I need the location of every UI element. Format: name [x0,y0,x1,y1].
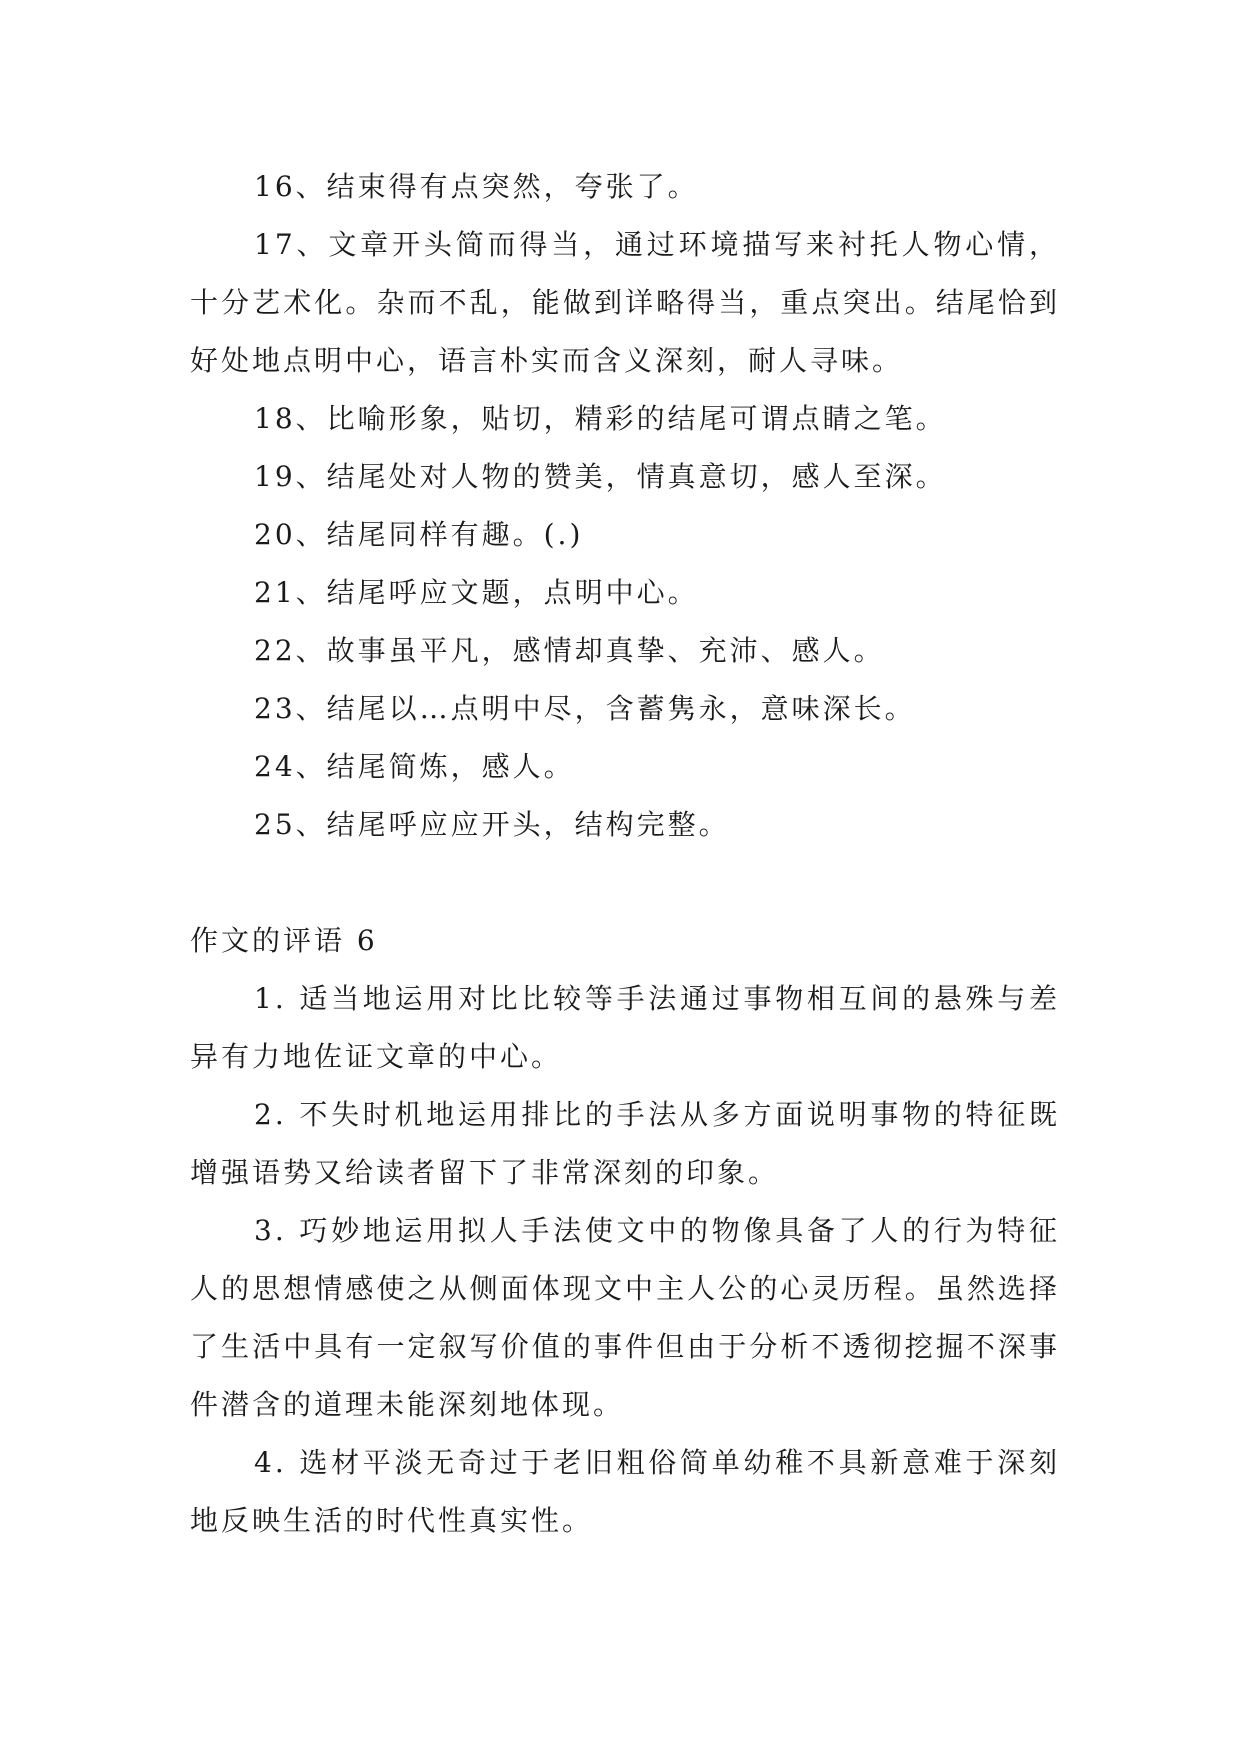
comment-item-21: 21、结尾呼应文题，点明中心。 [254,576,699,609]
section6-item-4: 4. 选材平淡无奇过于老旧粗俗简单幼稚不具新意难于深刻地反映生活的时代性真实性。 [190,1446,1060,1537]
comment-item-25: 25、结尾呼应应开头，结构完整。 [254,808,730,841]
comment-item-17: 17、文章开头简而得当，通过环境描写来衬托人物心情，十分艺术化。杂而不乱，能做到详略得当，重点突出。结尾恰到好处地点明中心，语言朴实而含义深刻，耐人寻味。 [190,228,1060,377]
comment-item-16: 16、结束得有点突然，夸张了。 [254,170,699,203]
document-body [190,158,1060,1550]
comment-item-18: 18、比喻形象，贴切，精彩的结尾可谓点睛之笔。 [254,402,947,435]
section6-item-2: 2. 不失时机地运用排比的手法从多方面说明事物的特征既增强语势又给读者留下了非常深刻的印象。 [190,1098,1060,1189]
section6-item-1: 1. 适当地运用对比比较等手法通过事物相互间的悬殊与差异有力地佐证文章的中心。 [190,982,1060,1073]
comment-item-20: 20、结尾同样有趣。(.) [254,518,584,551]
comment-item-23: 23、结尾以…点明中尽，含蓄隽永，意味深长。 [254,692,916,725]
comment-item-22: 22、故事虽平凡，感情却真挚、充沛、感人。 [254,634,885,667]
section6-item-3: 3. 巧妙地运用拟人手法使文中的物像具备了人的行为特征人的思想情感使之从侧面体现文中主人公的心灵历程。虽然选择了生活中具有一定叙写价值的事件但由于分析不透彻挖掘不深事件潜含的道理未能深刻地体现。 [190,1214,1060,1421]
comment-item-19: 19、结尾处对人物的赞美，情真意切，感人至深。 [254,460,947,493]
comment-item-24: 24、结尾简炼，感人。 [254,750,575,783]
section-heading: 作文的评语 6 [190,924,378,957]
